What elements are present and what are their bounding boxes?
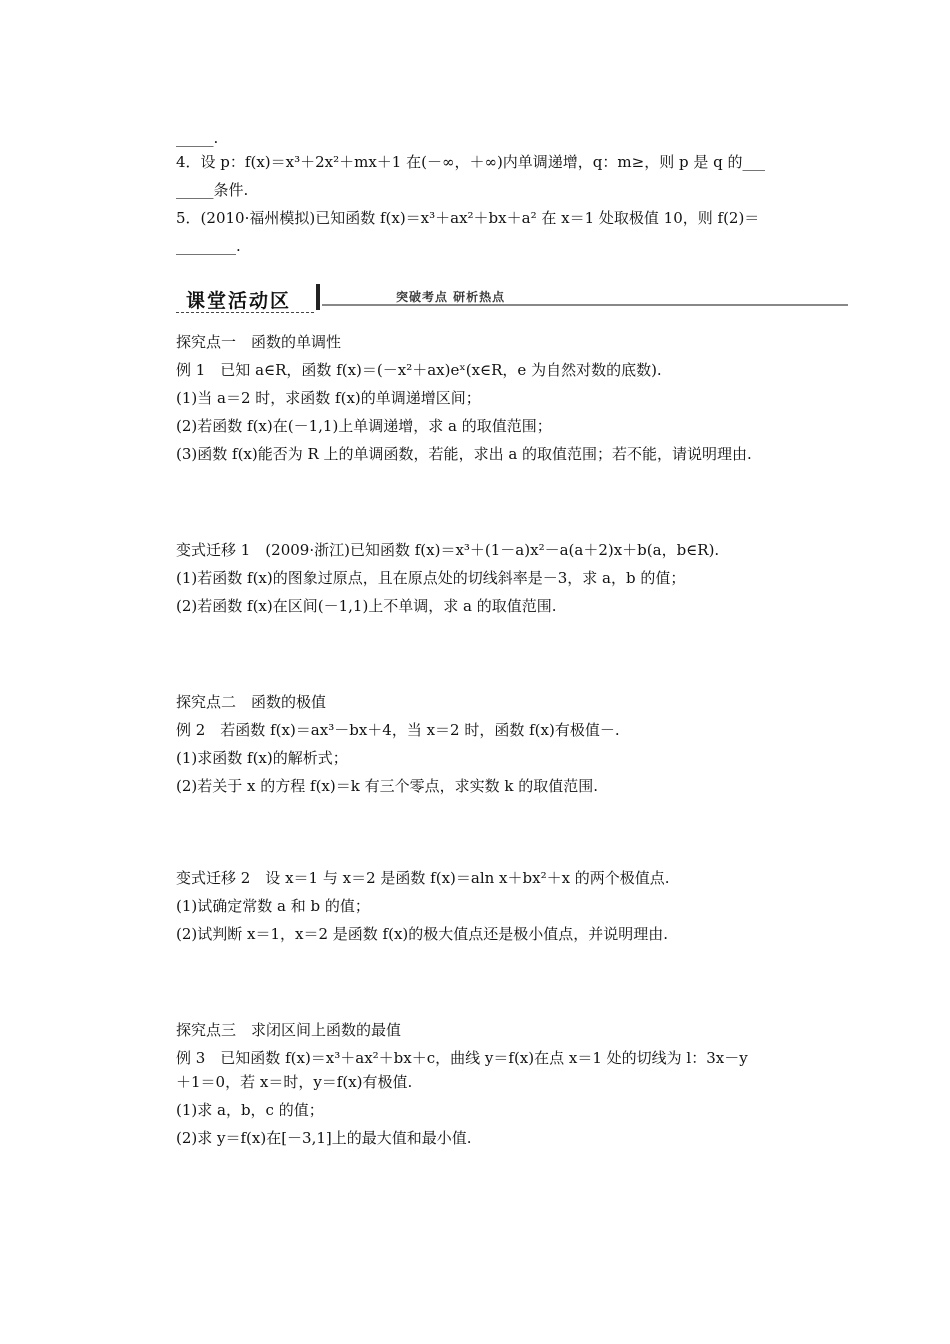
example1-q2: (2)若函数 f(x)在(－1,1)上单调递增，求 a 的取值范围； (176, 417, 552, 435)
problem-5: 5．(2010·福州模拟)已知函数 f(x)＝x³＋ax²＋bx＋a² 在 x＝1 处取极值 10，则 f(2)＝ (176, 209, 760, 227)
example3-q2: (2)求 y＝f(x)在[－3,1]上的最大值和最小值. (176, 1129, 472, 1147)
section3-heading: 探究点三 求闭区间上函数的最值 (176, 1021, 402, 1039)
section1-heading: 探究点一 函数的单调性 (176, 333, 342, 351)
variant2-heading: 变式迁移 2 设 x＝1 与 x＝2 是函数 f(x)＝aln x＋bx²＋x 的两个极值点. (176, 869, 670, 887)
example3-cont: ＋1＝0，若 x＝时，y＝f(x)有极值. (176, 1073, 413, 1091)
variant1-q1: (1)若函数 f(x)的图象过原点，且在原点处的切线斜率是－3，求 a，b 的值； (176, 569, 686, 587)
blank-line: _____. (176, 129, 219, 147)
example3: 例 3 已知函数 f(x)＝x³＋ax²＋bx＋c，曲线 y＝f(x)在点 x＝1 处的切线为 l：3x－y (176, 1049, 748, 1067)
section2-heading: 探究点二 函数的极值 (176, 693, 327, 711)
example3-q1: (1)求 a，b，c 的值； (176, 1101, 324, 1119)
example1: 例 1 已知 a∈R，函数 f(x)＝(－x²＋ax)eˣ(x∈R，e 为自然对数的底数). (176, 361, 662, 379)
banner-title: 课堂活动区 (186, 290, 292, 312)
example1-q1: (1)当 a＝2 时，求函数 f(x)的单调递增区间； (176, 389, 481, 407)
banner-bar (316, 284, 320, 310)
example2: 例 2 若函数 f(x)＝ax³－bx＋4，当 x＝2 时，函数 f(x)有极值－. (176, 721, 620, 739)
variant1-heading: 变式迁移 1 (2009·浙江)已知函数 f(x)＝x³＋(1－a)x²－a(a＋2)x＋b(a，b∈R). (176, 541, 720, 559)
variant2-q1: (1)试确定常数 a 和 b 的值； (176, 897, 370, 915)
variant2-q2: (2)试判断 x＝1，x＝2 是函数 f(x)的极大值点还是极小值点，并说明理由. (176, 925, 669, 943)
example2-q1: (1)求函数 f(x)的解析式； (176, 749, 348, 767)
example2-q2: (2)若关于 x 的方程 f(x)＝k 有三个零点，求实数 k 的取值范围. (176, 777, 598, 795)
banner-underline (176, 312, 314, 313)
section-banner (176, 284, 848, 318)
problem-4-cont: _____条件. (176, 181, 249, 199)
example1-q3: (3)函数 f(x)能否为 R 上的单调函数，若能，求出 a 的取值范围；若不能，请说明理由. (176, 445, 752, 463)
problem-4: 4．设 p：f(x)＝x³＋2x²＋mx＋1 在(－∞，＋∞)内单调递增，q：m≥，则 p 是 q 的___ (176, 153, 765, 171)
banner-subtitle: 突破考点 研析热点 (396, 290, 506, 304)
variant1-q2: (2)若函数 f(x)在区间(－1,1)上不单调，求 a 的取值范围. (176, 597, 557, 615)
problem-5-cont: ________. (176, 237, 241, 255)
